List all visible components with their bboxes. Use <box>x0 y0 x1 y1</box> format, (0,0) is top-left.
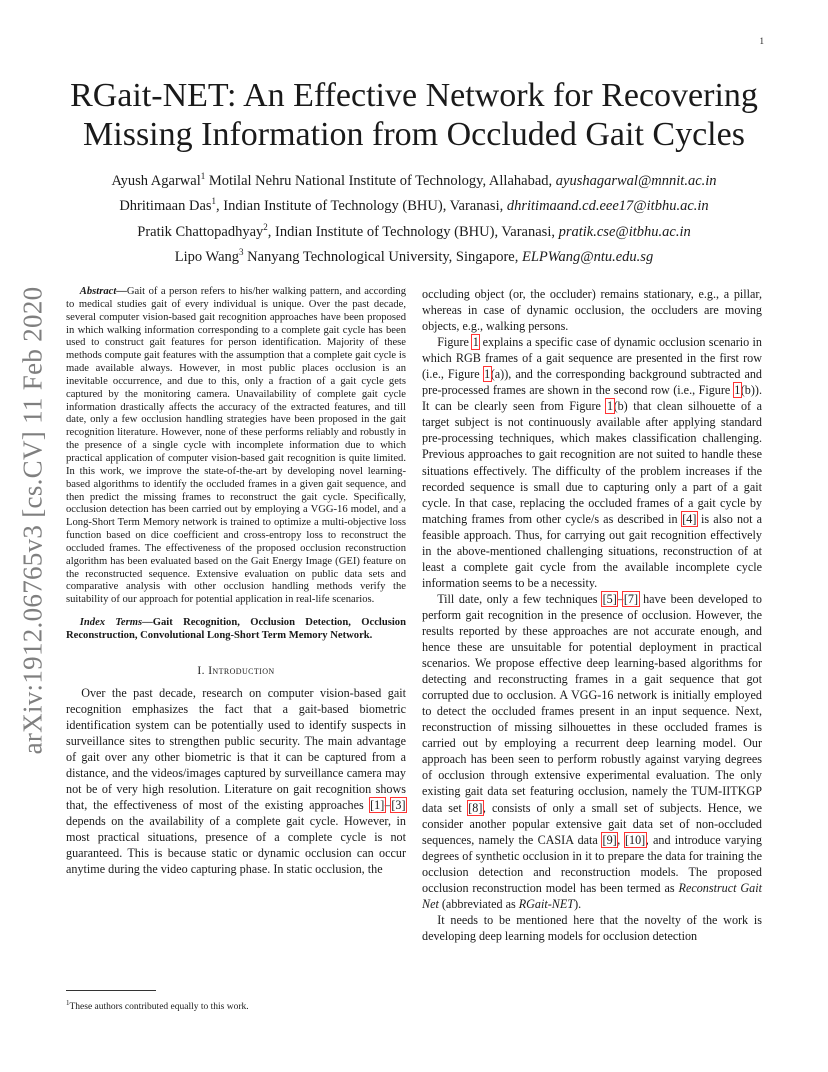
author-line <box>60 191 768 216</box>
author-affiliation: , Indian Institute of Technology (BHU), Varanasi, <box>267 223 559 240</box>
paragraph-text: Till date, only a few techniques <box>437 591 603 606</box>
citation-link-4[interactable]: [4] <box>682 511 697 526</box>
page-number: 1 <box>759 36 764 46</box>
index-terms-dash: — <box>142 617 153 629</box>
paragraph-text: , consists of only a small set of subjects. Hence, we consider another popular extensive gait data set of non-occluded sequences, namely the CASIA data <box>422 800 762 847</box>
author-sup: 1 <box>200 171 206 181</box>
author-line <box>60 242 768 267</box>
paragraph-text: have been developed to perform gait recognition in the presence of occlusion. However, the results reported by these approaches are not accurate enough, and hence these are unsuitable for potential deployment in practical scenarios. We propose effective deep learning-based algorithms for detecting and reconstructing frames in a gait sequence that got corrupted due to occlusion. A VGG-16 network is initially employed to detect the occluded frames present in an input sequence. Next, reconstruction of missing silhouettes in these occluded frames is carried out by employing a recurrent deep learning model. Our approach has been seen to perform robustly against varying degrees of occlusion through extensive experimental evaluation. The only existing gait data set featuring occlusion, namely the TUM-IITKGP data set <box>422 591 763 815</box>
paragraph-text: Figure <box>437 335 473 350</box>
index-terms <box>66 617 406 643</box>
citation-link-7[interactable]: [7] <box>623 591 639 606</box>
author-name: Ayush Agarwal <box>111 172 201 189</box>
author-email: pratik.cse@itbhu.ac.in <box>558 223 691 240</box>
author-list <box>60 166 768 267</box>
arxiv-stamp <box>12 285 54 755</box>
title-line-2: Missing Information from Occluded Gait Cycles <box>83 116 745 153</box>
author-email: ELPWang@ntu.edu.sg <box>521 248 654 265</box>
author-email: dhritimaand.cd.eee17@itbhu.ac.in <box>506 198 709 215</box>
index-terms-text: Gait Recognition, Occlusion Detection, Occlusion Reconstruction, Convolutional Long-Short Term Memory Network. <box>66 617 406 641</box>
arxiv-stamp-text: arXiv:1912.06765v3 [cs.CV] 11 Feb 2020 <box>17 286 48 754</box>
footnote <box>66 999 249 1012</box>
paragraph-text: , and introduce varying degrees of synthetic occlusion in it to prepare the data for training the occlusion detection and reconstruction models. The proposed occlusion reconstruction model has been termed as <box>422 832 762 895</box>
paragraph-text: is also not a feasible approach. Thus, for carrying out gait recognition effectively in the above-mentioned challenging situations, reconstruction of at least a complete gait cycle from the available incomplete cycle information seems to be a necessity. <box>422 511 762 590</box>
author-name: Dhritimaan Das <box>119 198 212 215</box>
intro-paragraph-1-continued: occluding object (or, the occluder) remains stationary, e.g., a pillar, whereas in case of dynamic occlusion, the occluders are moving objects, e.g., walking persons. <box>422 287 762 334</box>
paragraph-text: depends on the availability of a complete gait cycle. However, in most practical situations, presence of a complete cycle is not guaranteed. This is because static or dynamic occlusion can occur anytime during the video capturing phase. In static occlusion, the <box>66 814 406 877</box>
footnote-text: These authors contributed equally to this work. <box>69 1002 249 1013</box>
intro-paragraph-3 <box>422 591 762 912</box>
section-heading-introduction <box>66 665 406 677</box>
author-affiliation: , Indian Institute of Technology (BHU), Varanasi, <box>216 198 507 215</box>
paragraph-text: (abbreviated as <box>438 896 519 911</box>
range-dash: – <box>384 798 391 813</box>
left-column <box>66 286 406 877</box>
author-affiliation: Nanyang Technological University, Singapore, <box>243 248 522 265</box>
range-dash: – <box>617 591 624 606</box>
citation-link-5[interactable]: [5] <box>602 591 617 606</box>
paragraph-text: (b) that clean silhouette of a target subject is not continuously available after applying standard pre-processing techniques, which makes classification challenging. Previous approaches to gait recognition are not suited to handle these situations effectively. The difficulty of the problem increases if the recorded sequence is small due to capturing only a part of a gait cycle. In that case, replacing the occluded frames of a gait cycle by matching frames from other cycle/s as described in <box>422 399 762 526</box>
intro-paragraph-4: It needs to be mentioned here that the novelty of the work is developing deep learning models for occlusion detection <box>422 912 762 943</box>
author-name: Lipo Wang <box>174 248 240 265</box>
citation-link-3[interactable]: [3] <box>391 798 406 813</box>
abstract-text: Gait of a person refers to his/her walking pattern, and according to medical studies gait of every individual is unique. Over the past decade, several computer vision-based gait recognition approaches have been proposed in which walking information corresponding to a complete gait cycle has been used to construct gait features for person identification. Majority of these methods compute gait features with the assumption that a complete gait cycle is made available always. However, in most public places occlusion is an inevitable occurrence, and due to this, only a fraction of a gait cycle gets captured by the monitoring camera. Unavailability of complete gait cycle information drastically affects the accuracy of the extracted features, and till date, only a few occlusion handling strategies have been proposed in the gait recognition literature. However, none of these performs reliably and robustly in the presence of a single cycle with incomplete information due to which practical application of computer vision-based gait recognition is quite limited. In this work, we improve the state-of-the-art by developing novel learning-based algorithms to identify the occluded frames in a given gait sequence, and then predict the missing frames to reconstruct the gait cycle. Specifically, occlusion detection has been carried out by employing a VGG-16 model, and a Long-Short Term Memory network is trained to optimize a multi-objective loss function based on dice coefficient and cross-entropy loss to reconstruct the occluded frames. The effectiveness of the proposed occlusion reconstruction algorithm has been evaluated based on the Gait Energy Image (GEI) feature on the reconstructed sequence. Extensive evaluation on public data sets and comparative analysis with other occlusion handling methods verify the suitability of our approach for potential application in real-life scenarios. <box>66 286 406 606</box>
abstract-dash: — <box>116 286 127 297</box>
paragraph-text: (a)), and the corresponding background subtracted and pre-processed frames are shown in the second row (i.e., Figure <box>422 367 763 398</box>
footnote-rule <box>66 990 156 991</box>
paragraph-text: Over the past decade, research on computer vision-based gait recognition emphasizes the fact that a gait-based biometric identification system can be potentially used to identify suspects in surveillance sites to strengthen public security. The main advantage of gait over any other biometric is that it can be captured from a distance, and the videos/images captured by surveillance camera may not be of very high resolution. Literature on gait recognition shows that, the effectiveness of most of the existing approaches <box>66 685 406 813</box>
author-line <box>60 217 768 242</box>
paper-title <box>40 76 788 154</box>
figure-link-1a[interactable]: 1 <box>484 367 491 382</box>
figure-link-1b[interactable]: 1 <box>734 383 741 398</box>
index-terms-lead: Index Terms <box>79 617 143 629</box>
author-line <box>60 166 768 191</box>
title-line-1: RGait-NET: An Effective Network for Recovering <box>70 77 758 114</box>
author-affiliation: Motilal Nehru National Institute of Technology, Allahabad, <box>205 172 556 189</box>
author-sup: 2 <box>263 221 268 232</box>
citation-link-8[interactable]: [8] <box>468 800 483 815</box>
author-name: Pratik Chattopadhyay <box>137 223 264 240</box>
right-column <box>422 286 762 944</box>
citation-link-10[interactable]: [10] <box>625 832 646 847</box>
paragraph-text: , <box>617 832 625 847</box>
paragraph-text: (b)). It can be clearly seen from Figure <box>422 383 762 414</box>
author-sup: 3 <box>239 246 244 257</box>
citation-link-1[interactable]: [1] <box>370 798 385 813</box>
model-name: Reconstruct Gait Net <box>422 880 762 911</box>
figure-link-1b-second[interactable]: 1 <box>606 399 614 414</box>
section-number: I. <box>197 664 209 677</box>
citation-link-9[interactable]: [9] <box>602 832 617 847</box>
section-title: Introduction <box>208 664 275 677</box>
figure-link-1[interactable]: 1 <box>472 335 479 350</box>
model-abbreviation: RGait-NET <box>518 896 575 911</box>
paragraph-text: explains a specific case of dynamic occlusion scenario in which RGB frames of a gait sequence are presented in the first row (i.e., Figure <box>422 335 762 382</box>
footnote-mark: 1 <box>66 999 70 1007</box>
intro-paragraph-2 <box>422 334 762 591</box>
author-email: ayushagarwal@mnnit.ac.in <box>555 172 717 189</box>
intro-paragraph-1 <box>66 685 406 878</box>
paragraph-text: ). <box>574 896 582 911</box>
abstract <box>66 286 406 607</box>
abstract-lead: Abstract <box>79 286 117 297</box>
author-sup: 1 <box>211 196 217 207</box>
